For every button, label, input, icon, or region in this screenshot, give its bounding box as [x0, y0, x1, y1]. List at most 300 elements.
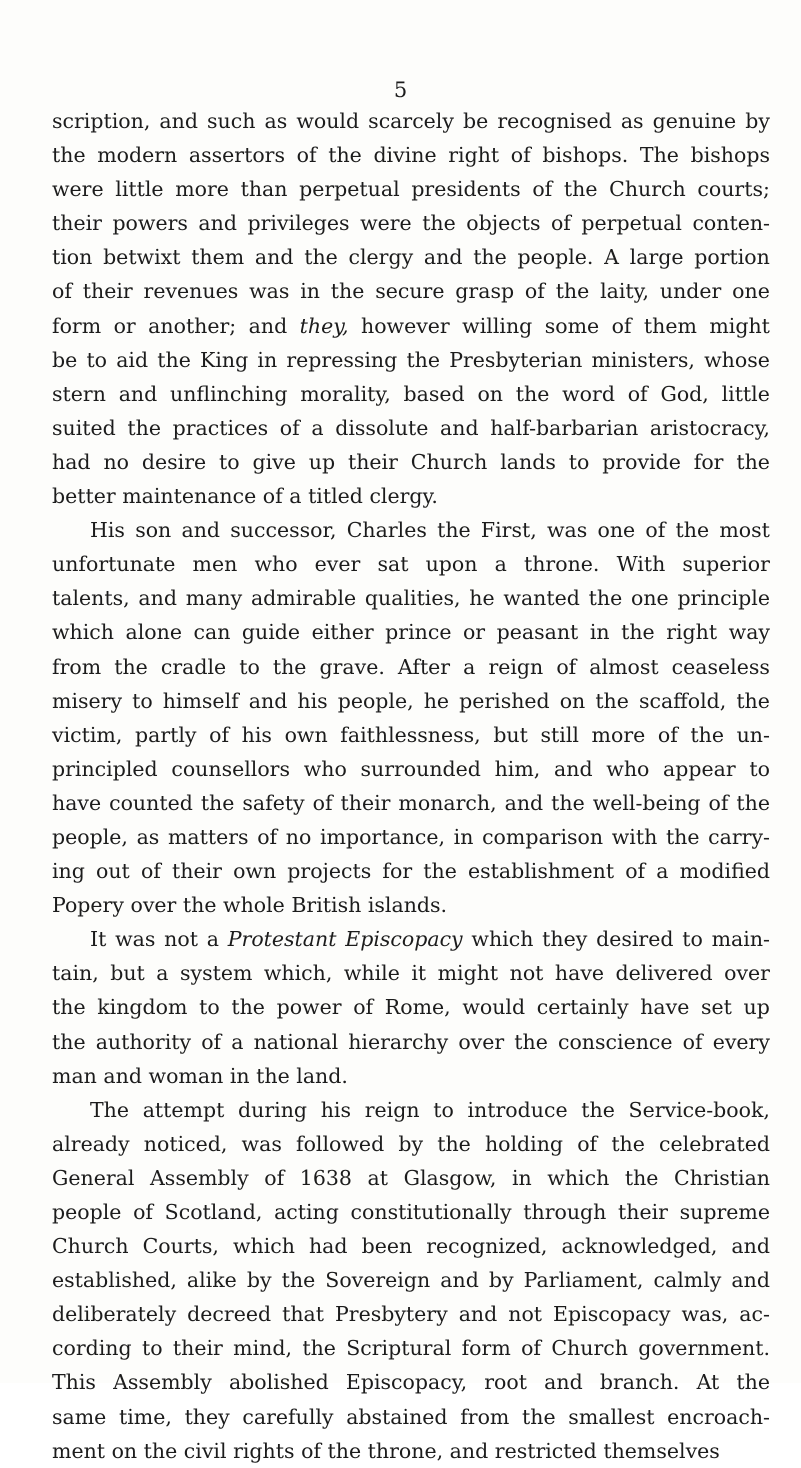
- word: The: [90, 1097, 130, 1122]
- word: the: [437, 518, 471, 543]
- word: aid: [116, 347, 149, 372]
- word: his: [241, 722, 272, 747]
- word: the: [330, 279, 365, 304]
- word: and: [423, 245, 463, 270]
- word: not: [509, 961, 544, 986]
- word: a: [206, 927, 219, 952]
- word: to: [568, 449, 590, 474]
- word: was,: [681, 1302, 729, 1327]
- word: the: [437, 1131, 471, 1156]
- word: the: [127, 415, 161, 440]
- word: 1638: [299, 1165, 352, 1190]
- word: repressing: [286, 347, 398, 372]
- word: system: [179, 961, 253, 986]
- word: qualities,: [364, 586, 461, 611]
- word: while: [343, 961, 400, 986]
- word: to: [219, 449, 240, 474]
- word: throne.: [523, 552, 600, 577]
- word: tain,: [52, 961, 99, 986]
- word: way: [728, 620, 770, 645]
- word: that: [282, 1302, 324, 1327]
- word: principled: [52, 756, 158, 781]
- word: no: [103, 449, 129, 474]
- text-line: [52, 1229, 770, 1263]
- word: and: [181, 518, 221, 543]
- word: or: [113, 313, 136, 338]
- word: the: [143, 1438, 178, 1463]
- word: of: [257, 824, 278, 849]
- word: kingdom: [97, 995, 188, 1020]
- word: Church: [52, 1234, 129, 1259]
- word: cradle: [160, 654, 227, 679]
- word: of: [556, 654, 577, 679]
- word: main-: [711, 927, 770, 952]
- word: mind,: [233, 1336, 292, 1361]
- word: certainly: [536, 995, 629, 1020]
- word: the: [231, 995, 265, 1020]
- word: tion: [52, 245, 93, 270]
- word: and: [440, 415, 479, 440]
- word: of: [550, 211, 571, 236]
- text-line: [52, 956, 770, 990]
- text-line: [52, 1400, 770, 1434]
- word: half-barbarian: [490, 415, 639, 440]
- word: them: [191, 245, 245, 270]
- word: calmly: [653, 1268, 722, 1293]
- word: up: [743, 995, 770, 1020]
- word: scription,: [52, 109, 151, 133]
- word: already: [52, 1131, 130, 1156]
- word: which,: [263, 961, 333, 986]
- word: successor,: [230, 518, 337, 543]
- word: to: [132, 688, 153, 713]
- word: of: [52, 279, 72, 304]
- word: assertors: [188, 143, 285, 168]
- text-line: [52, 1263, 770, 1297]
- word: of: [296, 143, 317, 168]
- word: authority: [95, 1029, 192, 1054]
- text-line: [52, 650, 770, 684]
- word: Presbyterian: [449, 347, 583, 372]
- word: form: [52, 313, 102, 338]
- word: their: [340, 790, 391, 815]
- word: the: [665, 824, 700, 849]
- word: of: [133, 1200, 154, 1224]
- text-line: [52, 138, 770, 172]
- word: he: [423, 688, 450, 713]
- word: from: [460, 1404, 510, 1429]
- word: the: [675, 518, 710, 543]
- word: islands.: [367, 893, 448, 918]
- word: of: [510, 143, 531, 168]
- word: who: [606, 756, 650, 781]
- word: Sovereign: [325, 1268, 431, 1293]
- word: A: [604, 245, 619, 270]
- text-line: [52, 1161, 770, 1195]
- word: the: [736, 1370, 770, 1395]
- word: powers: [112, 211, 188, 236]
- word: of: [140, 859, 161, 884]
- word: was: [249, 279, 290, 304]
- word: who: [254, 552, 298, 577]
- word: First,: [480, 518, 537, 543]
- text-line: [52, 240, 770, 274]
- word: reign: [488, 654, 544, 679]
- word: men: [192, 552, 238, 577]
- text-line: [52, 1195, 770, 1229]
- word: it: [411, 961, 427, 986]
- word: and: [198, 211, 237, 236]
- word: was: [546, 518, 588, 543]
- word: but: [110, 961, 145, 986]
- word: but: [493, 722, 528, 747]
- word: as: [136, 824, 160, 849]
- word: It: [90, 927, 107, 952]
- word: the: [563, 177, 598, 202]
- word: the: [423, 859, 457, 884]
- word: more: [175, 177, 229, 202]
- word: sat: [377, 552, 409, 577]
- word: recognized,: [426, 1234, 548, 1259]
- word: counted: [109, 790, 193, 815]
- word: projects: [287, 859, 372, 884]
- word: and: [504, 790, 544, 815]
- word: scaffold,: [638, 688, 727, 713]
- word: Episcopacy: [553, 1302, 671, 1327]
- text-line: [52, 922, 770, 956]
- word: either: [311, 620, 374, 645]
- word: one: [630, 586, 669, 611]
- word: the: [736, 790, 770, 815]
- word: the: [114, 654, 148, 679]
- word: the: [621, 620, 655, 645]
- word: in: [257, 347, 278, 372]
- word: man: [52, 1063, 97, 1088]
- text-line: [52, 377, 770, 411]
- word: they: [542, 927, 588, 952]
- word: many: [185, 586, 243, 611]
- word: however: [361, 313, 450, 338]
- word: the: [588, 586, 623, 611]
- word: their: [82, 279, 133, 304]
- word: civil: [183, 1438, 227, 1463]
- text-line: [52, 479, 770, 513]
- word: large: [629, 245, 684, 270]
- word: Church: [609, 177, 686, 202]
- word: would: [296, 109, 360, 133]
- word: the: [182, 893, 217, 918]
- word: the: [327, 1438, 362, 1463]
- word: during: [238, 1097, 308, 1122]
- word: the: [406, 347, 441, 372]
- word: over: [458, 1029, 505, 1054]
- word: counsellors: [171, 756, 290, 781]
- word: been: [361, 1234, 413, 1259]
- word: which: [232, 1234, 295, 1259]
- word: Courts,: [142, 1234, 219, 1259]
- word: over: [130, 893, 177, 918]
- word: stern: [52, 381, 106, 406]
- word: portion: [694, 245, 770, 270]
- word: King: [200, 347, 249, 372]
- word: dissolute: [335, 415, 429, 440]
- word: one: [597, 518, 636, 543]
- text-line: [52, 1093, 770, 1127]
- word: peasant: [496, 620, 579, 645]
- word: aristocracy,: [649, 415, 770, 440]
- word: General: [52, 1165, 135, 1190]
- word: the: [52, 1029, 86, 1054]
- text-line: [52, 445, 770, 479]
- text-line: [52, 786, 770, 820]
- word: ever: [314, 552, 361, 577]
- word: genuine: [652, 109, 737, 133]
- word: a: [311, 415, 324, 440]
- text-line: [52, 718, 770, 752]
- word: branch.: [599, 1370, 680, 1395]
- text-line: [52, 172, 770, 206]
- word: and: [254, 245, 294, 270]
- word: matters: [167, 824, 249, 849]
- word: Charles: [346, 518, 427, 543]
- text-line: [52, 990, 770, 1024]
- word: their: [172, 859, 222, 884]
- word: under: [659, 279, 722, 304]
- word: to: [433, 1097, 454, 1122]
- word: supreme: [679, 1200, 770, 1224]
- word: the: [522, 1404, 556, 1429]
- word: which: [471, 927, 534, 952]
- word: morality,: [300, 381, 391, 406]
- word: his: [297, 688, 328, 713]
- word: superior: [682, 552, 770, 577]
- text-line: [52, 1434, 770, 1468]
- word: have: [52, 790, 102, 815]
- word: he: [469, 586, 495, 611]
- word: established,: [52, 1268, 177, 1293]
- word: their: [347, 449, 398, 474]
- word: The: [639, 143, 679, 168]
- word: Church: [410, 449, 488, 474]
- word: the: [52, 143, 86, 168]
- word: Scotland,: [164, 1200, 263, 1224]
- word: another;: [148, 313, 237, 338]
- word: a: [656, 859, 669, 884]
- word: principle: [677, 586, 770, 611]
- word: no: [285, 824, 312, 849]
- word: up: [308, 449, 336, 474]
- page-number: 5: [393, 78, 408, 102]
- word: on: [559, 688, 586, 713]
- word: or: [462, 620, 486, 645]
- word: the: [736, 688, 770, 713]
- word: own: [284, 722, 328, 747]
- word: own: [233, 859, 277, 884]
- word: Glasgow,: [403, 1165, 497, 1190]
- word: restricted: [494, 1438, 597, 1463]
- word: was: [115, 927, 156, 952]
- word: people,: [52, 824, 128, 849]
- word: have: [554, 961, 605, 986]
- word: of: [521, 1336, 542, 1361]
- word: of: [201, 1029, 222, 1054]
- word: ministers,: [591, 347, 695, 372]
- word: were: [52, 177, 104, 202]
- word: had: [52, 449, 91, 474]
- word: the: [272, 654, 307, 679]
- word: Scriptural: [346, 1336, 452, 1361]
- word: clergy: [348, 245, 414, 270]
- word: they,: [299, 313, 349, 338]
- word: British: [291, 893, 362, 918]
- word: misery: [52, 688, 123, 713]
- word: rights: [233, 1438, 295, 1463]
- word: celebrated: [659, 1131, 770, 1156]
- word: perpetual: [299, 177, 400, 202]
- text-line: [52, 547, 770, 581]
- word: ac-: [739, 1302, 770, 1327]
- word: monarch,: [398, 790, 497, 815]
- word: land.: [296, 1063, 348, 1088]
- word: and: [118, 381, 158, 406]
- word: son: [135, 518, 172, 543]
- word: such: [207, 109, 256, 133]
- word: objects: [466, 211, 541, 236]
- word: as: [620, 109, 644, 133]
- word: ceaseless: [671, 654, 770, 679]
- word: national: [253, 1029, 339, 1054]
- word: laity,: [600, 279, 650, 304]
- word: little: [721, 381, 770, 406]
- text-line: [52, 1025, 770, 1059]
- word: bishops.: [542, 143, 629, 168]
- word: and: [731, 1234, 770, 1259]
- word: carefully: [242, 1404, 334, 1429]
- word: of: [611, 313, 632, 338]
- word: people.: [517, 245, 594, 270]
- word: on: [111, 1438, 138, 1463]
- word: same: [52, 1404, 107, 1429]
- word: the: [514, 1029, 548, 1054]
- word: and: [544, 1370, 583, 1395]
- word: titled: [308, 484, 363, 509]
- word: the: [256, 1063, 290, 1088]
- word: to: [141, 1336, 163, 1361]
- word: had: [308, 1234, 348, 1259]
- word: government.: [638, 1336, 770, 1361]
- text-line: [52, 206, 770, 240]
- text-line: [52, 343, 770, 377]
- word: Christian: [674, 1165, 770, 1190]
- word: have: [640, 995, 690, 1020]
- word: holding: [484, 1131, 564, 1156]
- word: encroach-: [667, 1404, 770, 1429]
- word: of: [657, 722, 678, 747]
- word: and: [458, 1302, 498, 1327]
- word: still: [540, 722, 579, 747]
- word: one: [732, 279, 770, 304]
- word: and: [440, 1268, 479, 1293]
- word: power: [276, 995, 342, 1020]
- word: establishment: [467, 859, 615, 884]
- word: in: [453, 824, 474, 849]
- word: not: [508, 1302, 543, 1327]
- word: time,: [119, 1404, 172, 1429]
- word: grasp: [455, 279, 515, 304]
- word: followed: [296, 1131, 385, 1156]
- word: through: [523, 1200, 607, 1224]
- word: him,: [494, 756, 541, 781]
- word: which: [52, 620, 114, 645]
- word: abolished: [228, 1370, 329, 1395]
- word: unflinching: [170, 381, 288, 406]
- word: conten-: [692, 211, 770, 236]
- word: His: [90, 518, 125, 543]
- word: them: [643, 313, 697, 338]
- word: delivered: [615, 961, 713, 986]
- text-line: [52, 615, 770, 649]
- word: importance,: [319, 824, 446, 849]
- word: Assembly: [113, 1370, 212, 1395]
- word: noticed,: [143, 1131, 228, 1156]
- word: for: [693, 449, 724, 474]
- word: decreed: [187, 1302, 272, 1327]
- word: in: [300, 279, 320, 304]
- word: of: [645, 518, 666, 543]
- word: woman: [148, 1063, 224, 1088]
- word: right: [666, 620, 718, 645]
- word: ment: [52, 1438, 106, 1463]
- word: little: [115, 177, 164, 202]
- word: the: [551, 790, 585, 815]
- word: Episcopacy,: [345, 1370, 468, 1395]
- word: and: [554, 756, 593, 781]
- word: Episcopacy: [345, 927, 463, 952]
- word: on: [477, 381, 503, 406]
- word: can: [193, 620, 231, 645]
- word: themselves: [603, 1438, 720, 1463]
- word: the: [611, 1131, 645, 1156]
- word: their: [52, 211, 102, 236]
- word: himself: [162, 688, 239, 713]
- word: well-being: [592, 790, 701, 815]
- text-line: [52, 274, 770, 308]
- word: their: [618, 1200, 668, 1224]
- word: and: [449, 1438, 489, 1463]
- word: modern: [97, 143, 178, 168]
- word: bishops: [690, 143, 770, 168]
- word: surrounded: [360, 756, 481, 781]
- word: who: [303, 756, 347, 781]
- word: his: [320, 1097, 352, 1122]
- word: upon: [425, 552, 478, 577]
- word: to: [682, 927, 703, 952]
- word: appear: [663, 756, 736, 781]
- word: with: [611, 824, 658, 849]
- word: by: [398, 1131, 424, 1156]
- word: of: [209, 722, 230, 747]
- word: victim,: [52, 722, 123, 747]
- word: acting: [274, 1200, 339, 1224]
- word: partly: [134, 722, 197, 747]
- word: privileges: [247, 211, 350, 236]
- word: of: [625, 859, 646, 884]
- word: the: [52, 995, 86, 1020]
- word: set: [701, 995, 732, 1020]
- word: from: [52, 654, 102, 679]
- word: After: [397, 654, 451, 679]
- text-line: [52, 513, 770, 547]
